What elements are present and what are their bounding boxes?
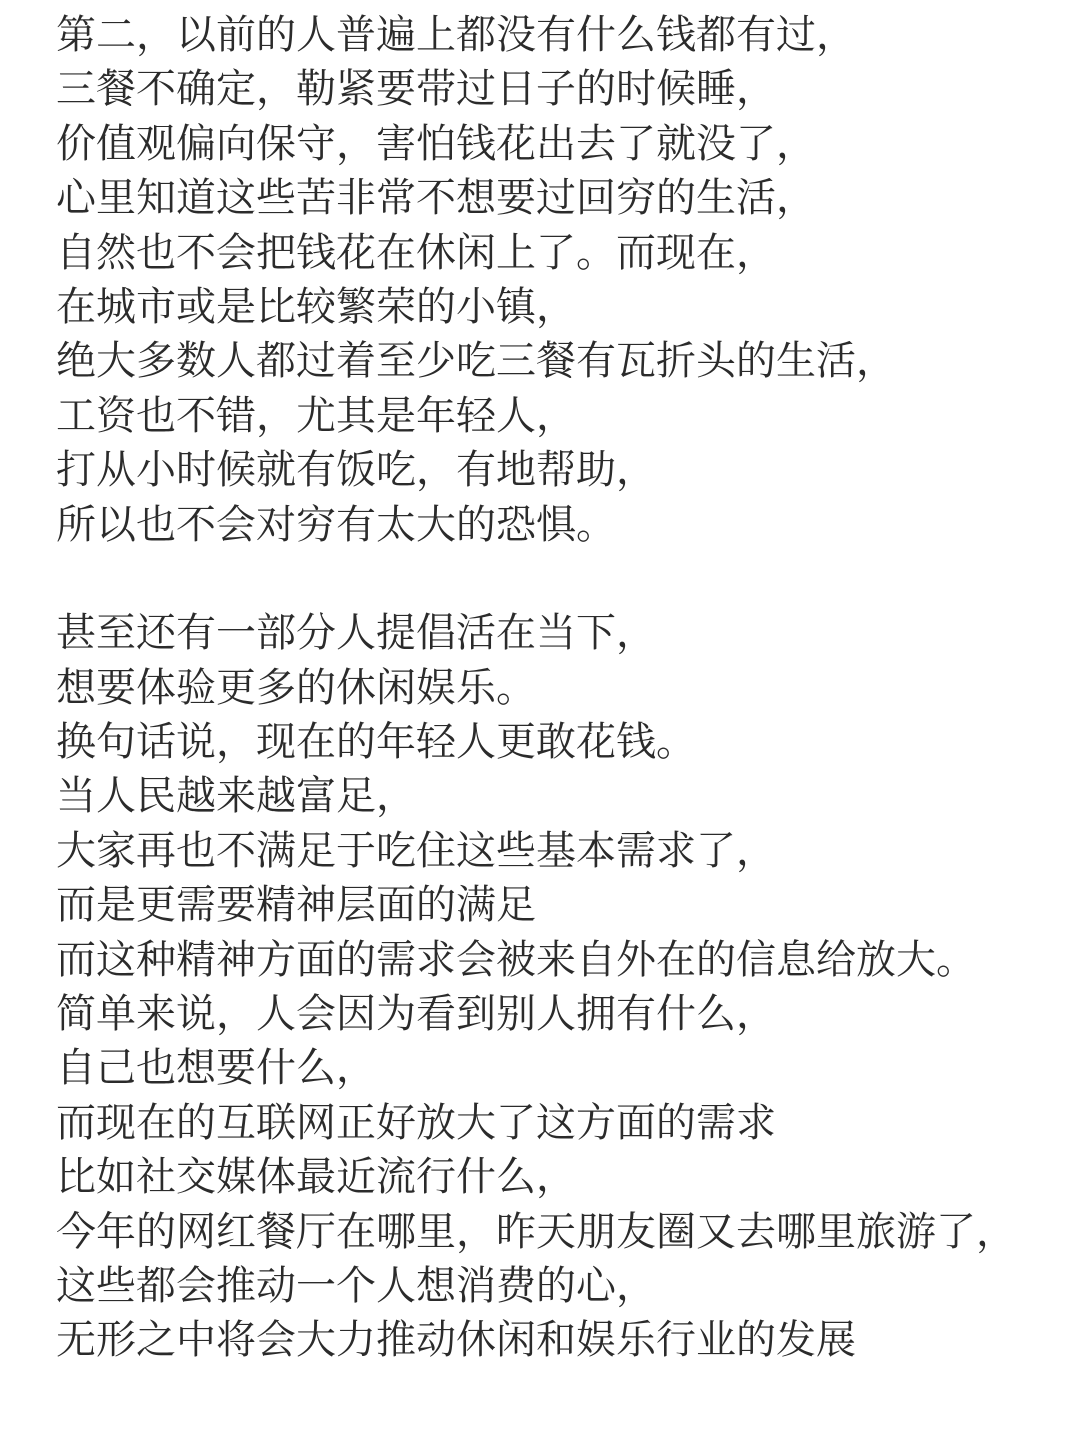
text-line: 价值观偏向保守，害怕钱花出去了就没了，	[56, 120, 816, 167]
text-line: 这些都会推动一个人想消费的心，	[56, 1262, 656, 1309]
text-line: 甚至还有一部分人提倡活在当下，	[56, 610, 656, 657]
paragraph-1	[56, 8, 1076, 552]
text-line: 当人民越来越富足，	[56, 773, 416, 820]
text-line: 换句话说，现在的年轻人更敢花钱。	[56, 719, 696, 766]
text-line: 工资也不错，尤其是年轻人，	[56, 392, 576, 439]
text-line: 绝大多数人都过着至少吃三餐有瓦折头的生活，	[56, 338, 896, 385]
text-line: 无形之中将会大力推动休闲和娱乐行业的发展	[56, 1317, 856, 1364]
text-line: 在城市或是比较繁荣的小镇，	[56, 283, 576, 330]
document-body	[56, 8, 1076, 1368]
text-line: 所以也不会对穷有太大的恐惧。	[56, 501, 616, 548]
text-line: 第二，以前的人普遍上都没有什么钱都有过，	[56, 12, 856, 58]
text-line: 今年的网红餐厅在哪里，昨天朋友圈又去哪里旅游了，	[56, 1208, 1016, 1255]
paragraph-spacer	[56, 552, 1076, 606]
paragraph-2	[56, 606, 1076, 1367]
text-line: 打从小时候就有饭吃，有地帮助，	[56, 447, 656, 494]
text-line: 而现在的互联网正好放大了这方面的需求	[56, 1099, 776, 1146]
text-line: 自然也不会把钱花在休闲上了。而现在，	[56, 229, 776, 276]
text-line: 而是更需要精神层面的满足	[56, 882, 536, 929]
text-line: 简单来说，人会因为看到别人拥有什么，	[56, 991, 776, 1038]
text-line: 大家再也不满足于吃住这些基本需求了，	[56, 827, 776, 874]
text-line: 想要体验更多的休闲娱乐。	[56, 664, 536, 711]
text-line: 自己也想要什么，	[56, 1045, 376, 1092]
text-line: 三餐不确定，勒紧要带过日子的时候睡，	[56, 66, 776, 113]
text-line: 而这种精神方面的需求会被来自外在的信息给放大。	[56, 936, 976, 983]
text-line: 比如社交媒体最近流行什么，	[56, 1154, 576, 1201]
text-line: 心里知道这些苦非常不想要过回穷的生活，	[56, 175, 816, 222]
